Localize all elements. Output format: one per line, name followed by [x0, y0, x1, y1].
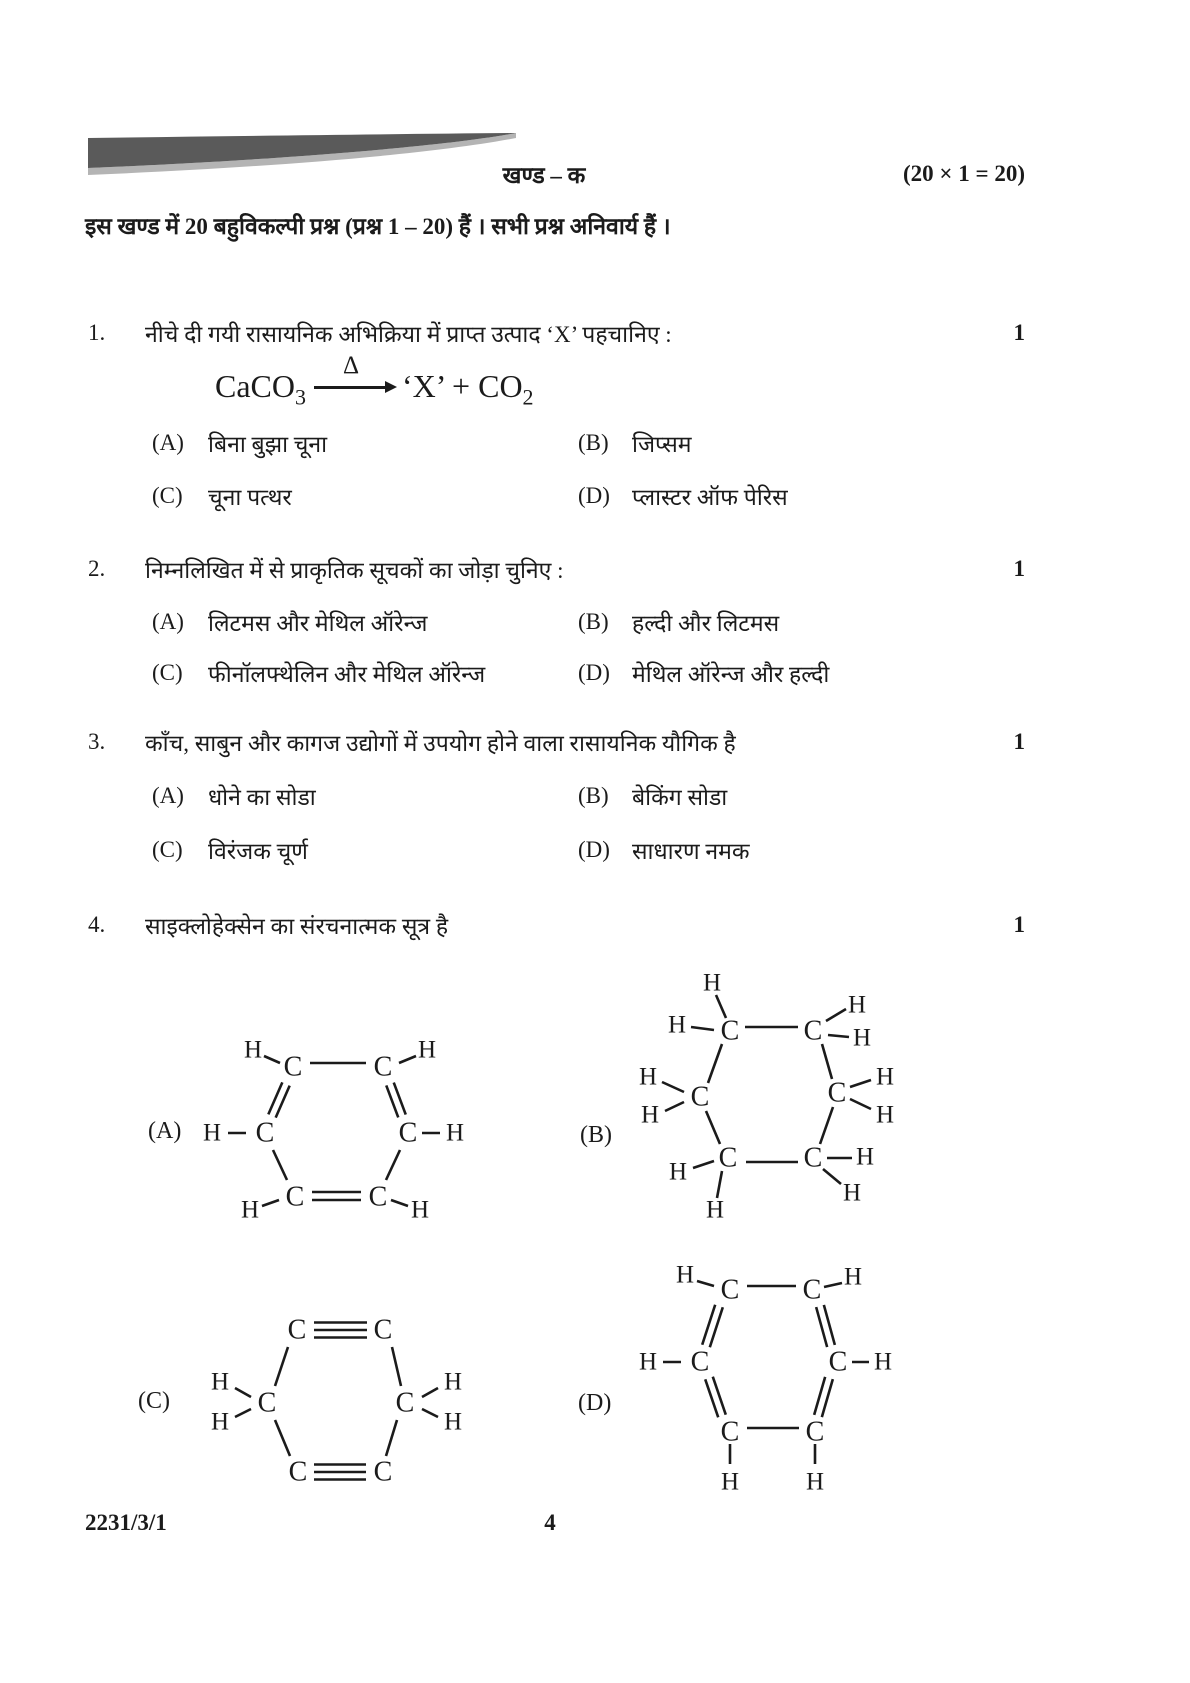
- svg-text:C: C: [257, 1387, 277, 1419]
- question-4-text: साइक्लोहेक्सेन का संरचनात्मक सूत्र है: [145, 914, 449, 939]
- question-4-marks: 1: [1013, 912, 1025, 937]
- svg-text:C: C: [373, 1456, 393, 1488]
- q2-option-a-label: (A): [152, 609, 184, 634]
- question-4-number: 4.: [88, 912, 106, 937]
- q1-option-b-text: जिप्सम: [632, 432, 692, 457]
- svg-text:H: H: [410, 1196, 430, 1224]
- svg-text:C: C: [690, 1081, 710, 1113]
- svg-text:C: C: [718, 1142, 738, 1174]
- svg-text:H: H: [443, 1408, 463, 1436]
- q2-option-a-text: लिटमस और मेथिल ऑरेन्ज: [208, 611, 428, 636]
- reaction-arrow: [314, 352, 388, 389]
- svg-text:H: H: [875, 1101, 895, 1129]
- structure-b-label: (B): [580, 1122, 612, 1148]
- delta-symbol: Δ: [342, 352, 360, 379]
- svg-text:H: H: [668, 1158, 688, 1186]
- equation-reactant: CaCO: [215, 368, 295, 404]
- section-instruction: इस खण्ड में 20 बहुविकल्पी प्रश्न (प्रश्न 1 – 20) हैं । सभी प्रश्न अनिवार्य हैं ।: [85, 214, 671, 239]
- svg-text:C: C: [827, 1077, 847, 1109]
- q3-option-b-label: (B): [578, 783, 609, 808]
- svg-text:C: C: [373, 1051, 393, 1083]
- svg-text:H: H: [210, 1368, 230, 1396]
- svg-text:H: H: [720, 1468, 740, 1496]
- svg-text:C: C: [285, 1181, 305, 1213]
- svg-text:C: C: [398, 1117, 418, 1149]
- svg-text:C: C: [255, 1117, 275, 1149]
- question-1-number: 1.: [88, 320, 106, 345]
- q1-option-a-label: (A): [152, 430, 184, 455]
- structure-d-diagram: [615, 1255, 905, 1505]
- q1-option-d-label: (D): [578, 483, 610, 508]
- svg-text:H: H: [443, 1368, 463, 1396]
- q2-option-c-text: फीनॉलफ्थेलिन और मेथिल ऑरेन्ज: [208, 662, 486, 687]
- q3-option-a-text: धोने का सोडा: [208, 785, 316, 810]
- svg-text:C: C: [720, 1274, 740, 1306]
- q1-option-c-label: (C): [152, 483, 183, 508]
- svg-text:H: H: [417, 1040, 437, 1064]
- svg-text:H: H: [855, 1143, 875, 1171]
- structure-b-diagram: [610, 950, 910, 1245]
- svg-text:C: C: [828, 1346, 848, 1378]
- svg-text:C: C: [802, 1274, 822, 1306]
- svg-text:H: H: [705, 1196, 725, 1224]
- svg-text:C: C: [283, 1051, 303, 1083]
- svg-text:H: H: [210, 1408, 230, 1436]
- svg-text:C: C: [288, 1456, 308, 1488]
- q3-option-a-label: (A): [152, 783, 184, 808]
- svg-text:H: H: [847, 991, 867, 1019]
- svg-text:H: H: [667, 1011, 687, 1039]
- svg-text:C: C: [287, 1314, 307, 1346]
- svg-text:C: C: [720, 1416, 740, 1448]
- question-3-marks: 1: [1013, 729, 1025, 754]
- question-1-text: नीचे दी गयी रासायनिक अभिक्रिया में प्राप्त उत्पाद ‘X’ पहचानिए :: [145, 322, 672, 347]
- svg-text:H: H: [638, 1348, 658, 1376]
- svg-text:C: C: [803, 1015, 823, 1047]
- section-title: खण्ड – क: [502, 163, 586, 188]
- footer-paper-code: 2231/3/1: [85, 1510, 167, 1535]
- structure-c-diagram: [180, 1310, 480, 1505]
- svg-text:H: H: [875, 1063, 895, 1091]
- svg-text:C: C: [368, 1181, 388, 1213]
- q2-option-d-label: (D): [578, 660, 610, 685]
- svg-text:H: H: [638, 1063, 658, 1091]
- q3-option-c-label: (C): [152, 837, 183, 862]
- reaction-equation: [215, 352, 534, 410]
- structure-a-label: (A): [148, 1118, 182, 1144]
- svg-text:H: H: [202, 1119, 222, 1147]
- structure-a-diagram: [200, 1040, 470, 1240]
- footer-page-number: 4: [544, 1510, 556, 1535]
- q2-option-c-label: (C): [152, 660, 183, 685]
- svg-text:H: H: [805, 1468, 825, 1496]
- q1-option-b-label: (B): [578, 430, 609, 455]
- q1-option-c-text: चूना पत्थर: [208, 485, 292, 510]
- q2-option-b-text: हल्दी और लिटमस: [632, 611, 780, 636]
- question-2-text: निम्नलिखित में से प्राकृतिक सूचकों का जोड़ा चुनिए :: [145, 558, 564, 583]
- equation-product: ‘X’ + CO: [402, 368, 523, 404]
- svg-text:H: H: [243, 1040, 263, 1064]
- svg-text:H: H: [675, 1261, 695, 1289]
- question-2-marks: 1: [1013, 556, 1025, 581]
- q1-option-d-text: प्लास्टर ऑफ पेरिस: [632, 485, 788, 510]
- q3-option-c-text: विरंजक चूर्ण: [208, 839, 308, 864]
- svg-text:C: C: [805, 1416, 825, 1448]
- svg-text:C: C: [395, 1387, 415, 1419]
- svg-text:H: H: [873, 1348, 893, 1376]
- question-1-marks: 1: [1013, 320, 1025, 345]
- svg-text:H: H: [842, 1179, 862, 1207]
- section-marks-scheme: (20 × 1 = 20): [902, 161, 1025, 186]
- structure-c-label: (C): [138, 1388, 170, 1414]
- svg-text:C: C: [373, 1314, 393, 1346]
- structure-d-label: (D): [578, 1390, 612, 1416]
- equation-product-subscript: 2: [522, 384, 534, 410]
- question-3-number: 3.: [88, 729, 106, 754]
- svg-text:C: C: [690, 1346, 710, 1378]
- svg-text:H: H: [240, 1196, 260, 1224]
- svg-text:H: H: [843, 1263, 863, 1291]
- q1-option-a-text: बिना बुझा चूना: [208, 432, 328, 457]
- q3-option-b-text: बेकिंग सोडा: [632, 785, 728, 810]
- equation-reactant-subscript: 3: [295, 384, 306, 410]
- question-2-number: 2.: [88, 556, 106, 581]
- q2-option-d-text: मेथिल ऑरेन्ज और हल्दी: [632, 662, 830, 687]
- svg-text:C: C: [803, 1142, 823, 1174]
- svg-text:H: H: [640, 1101, 660, 1129]
- svg-text:H: H: [702, 969, 722, 997]
- q2-option-b-label: (B): [578, 609, 609, 634]
- q3-option-d-text: साधारण नमक: [632, 839, 750, 864]
- svg-text:C: C: [720, 1015, 740, 1047]
- question-3-text: काँच, साबुन और कागज उद्योगों में उपयोग होने वाला रासायनिक यौगिक है: [145, 731, 736, 756]
- svg-text:H: H: [852, 1024, 872, 1052]
- svg-text:H: H: [445, 1119, 465, 1147]
- q3-option-d-label: (D): [578, 837, 610, 862]
